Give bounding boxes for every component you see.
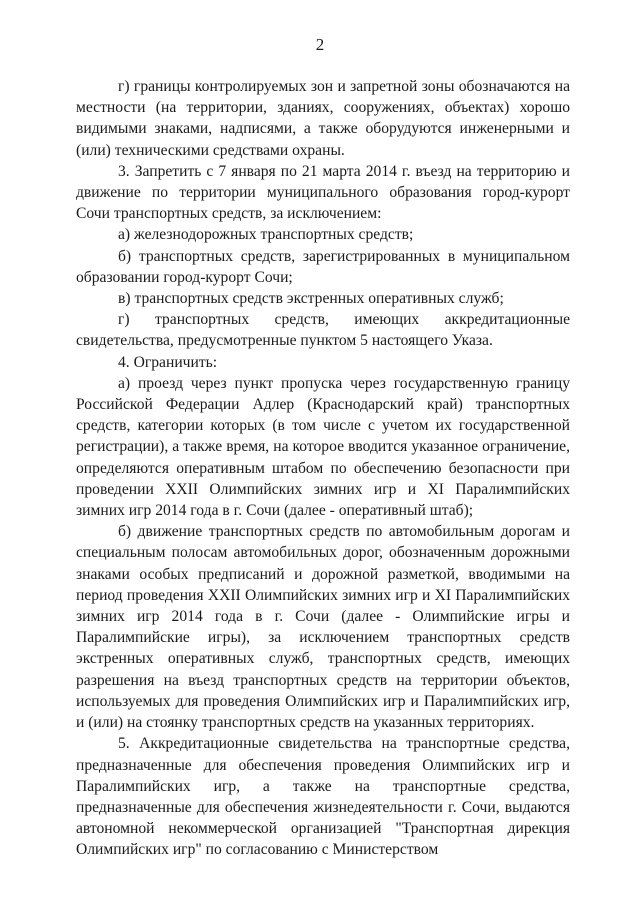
paragraph-5: 5. Аккредитационные свидетельства на транспортные средства, предназначенные для обеспечения проведения Олимпийских игр и Паралимпийских игр, а также на транспортные средства, предназначенные для обеспечения жизнедеятельности г. Сочи, выдаются автономной некоммерческой организацией "Транспортная дирекция Олимпийских игр" по согласованию с Министерством	[76, 735, 570, 859]
paragraph-4g: г) границы контролируемых зон и запретной зоны обозначаются на местности (на территории, зданиях, сооружениях, объектах) хорошо видимыми знаками, надписями, а также оборудуются инженерными и (или) техническими средствами охраны.	[76, 78, 570, 159]
page-number: 2	[315, 35, 325, 54]
document-body	[76, 76, 570, 861]
paragraph-4b: б) движение транспортных средств по автомобильным дорогам и специальным полосам автомобильных дорог, обозначенным дорожными знаками особых предписаний и дорожной разметкой, вводимыми на период проведения XXII Олимпийских зимних игр и XI Паралимпийских зимних игр 2014 года в г. Сочи (далее - Олимпийские игры и Паралимпийские игры), за исключением транспортных средств экстренных оперативных служб, транспортных средств, имеющих разрешения на въезд транспортных средств на территории объектов, используемых для проведения Олимпийских игр и Паралимпийских игр, и (или) на стоянку транспортных средств на указанных территориях.	[76, 523, 570, 732]
paragraph-3: 3. Запретить с 7 января по 21 марта 2014 г. въезд на территорию и движение по территории муниципального образования город-курорт Сочи транспортных средств, за исключением:	[76, 162, 570, 223]
paragraph-4: 4. Ограничить:	[118, 353, 218, 371]
paragraph-3a: а) железнодорожных транспортных средств;	[118, 226, 414, 244]
paragraph-4a: а) проезд через пункт пропуска через государственную границу Российской Федерации Адлер (Краснодарский край) транспортных средств, категории которых (в том числе с учетом их государственной регистрации), а также время, на которое вводится указанное ограничение, определяются оперативным штабом по обеспечению безопасности при проведении XXII Олимпийских зимних игр и XI Паралимпийских зимних игр 2014 года в г. Сочи (далее - оперативный штаб);	[76, 374, 570, 520]
paragraph-3g: г) транспортных средств, имеющих аккредитационные свидетельства, предусмотренные пунктом 5 настоящего Указа.	[76, 311, 570, 350]
paragraph-3b: б) транспортных средств, зарегистрированных в муниципальном образовании город-курорт Сочи;	[76, 247, 570, 286]
paragraph-3v: в) транспортных средств экстренных оперативных служб;	[118, 290, 504, 308]
